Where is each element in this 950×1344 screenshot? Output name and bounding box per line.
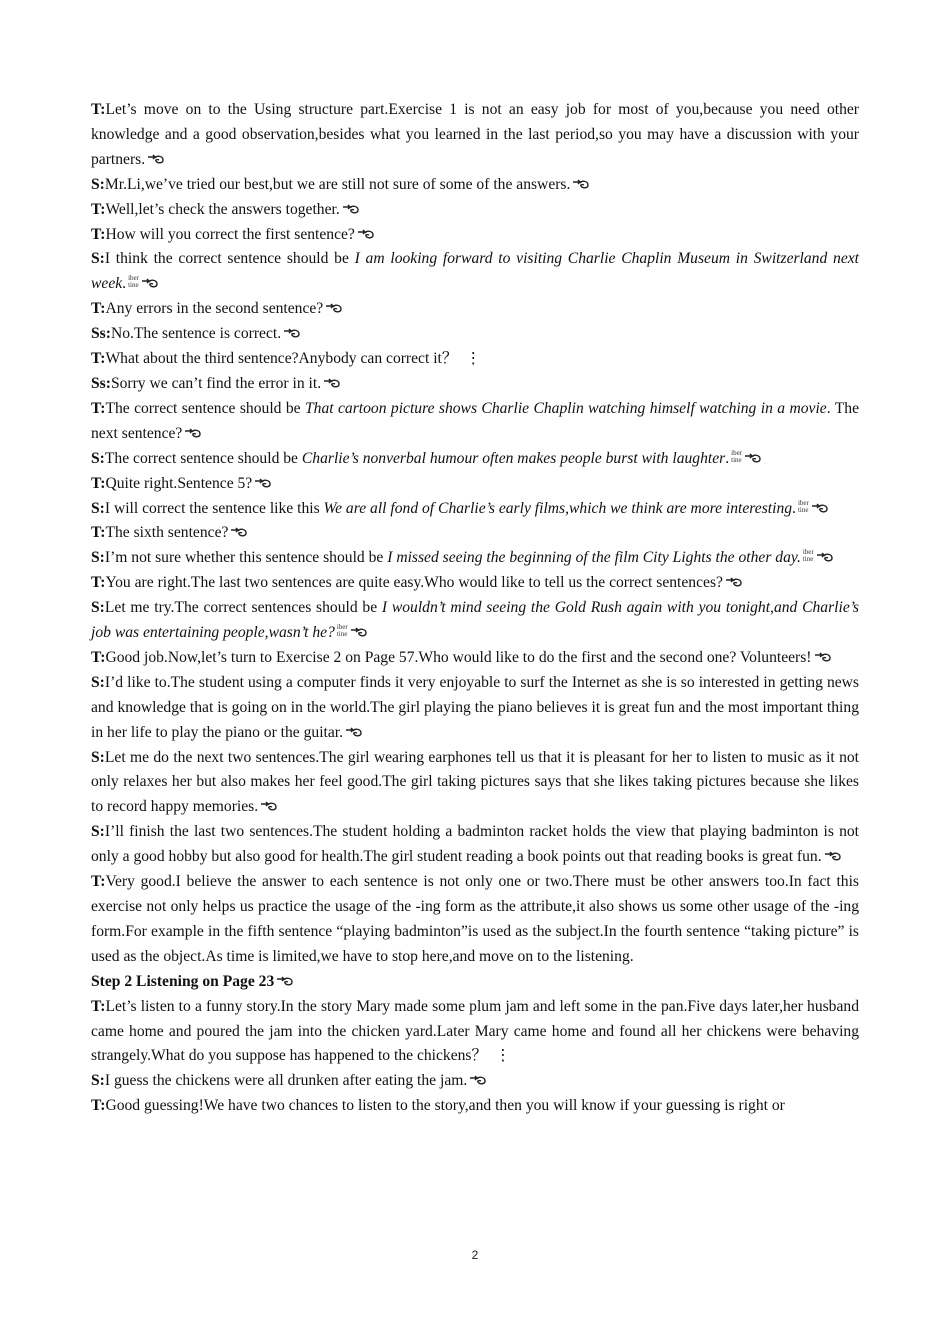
example-sentence: We are all fond of Charlie’s early films,which we think are more interesting <box>323 499 793 517</box>
paragraph-mark-icon <box>260 801 278 812</box>
utterance-text: Let me try.The correct sentences should be <box>104 599 382 617</box>
paragraph-mark-icon <box>254 478 272 489</box>
dialogue-line <box>91 223 859 248</box>
speaker-label: T: <box>91 873 106 891</box>
speaker-label: T: <box>91 399 106 417</box>
paragraph-mark-icon <box>357 229 375 240</box>
paragraph-mark-icon <box>141 278 159 289</box>
dialogue-line <box>91 596 859 646</box>
utterance-text: No.The sentence is correct. <box>110 325 282 343</box>
dialogue-line <box>91 546 859 571</box>
utterance-text: Mr.Li,we’ve tried our best,but we are still not sure of some of the answers. <box>104 175 571 193</box>
speaker-label: T: <box>91 200 106 218</box>
speaker-label: Ss: <box>91 325 111 343</box>
speaker-label: T: <box>91 225 106 243</box>
utterance-text: How will you correct the first sentence? <box>105 225 355 243</box>
paragraph-mark-icon <box>469 1075 487 1086</box>
speaker-label: S: <box>91 250 105 268</box>
line-break-marker: iber tine <box>128 274 139 290</box>
speaker-label: S: <box>91 823 105 841</box>
example-sentence: I am looking forward to visiting Charlie Chaplin Museum in Switzerland next week <box>91 250 859 293</box>
dialogue-line <box>91 322 859 347</box>
utterance-text: Good guessing!We have two chances to listen to the story,and then you will know if your guessing is right or <box>105 1097 785 1115</box>
paragraph-mark-icon <box>744 453 762 464</box>
dialogue-line <box>91 995 859 1070</box>
paragraph-mark-icon <box>325 303 343 314</box>
utterance-text: Very good.I believe the answer to each sentence is not only one or two.There must be other answers too.In fact this exercise not only helps us practice the usage of the -ing form as the attribute,it also shows us some other usage of the -ing form.For example in the fifth sentence “playing badminton”is used as the subject.In the fourth sentence “taking picture” is used as the object.As time is limited,we have to stop here,and move on to the listening. <box>91 873 859 965</box>
vertical-ellipsis-icon: ⋮ <box>495 1047 511 1065</box>
utterance-text: Let’s listen to a funny story.In the story Mary made some plum jam and left some in the pan.Five days later,her husband came home and poured the jam into the chicken yard.Later Mary came home and found all her chickens were behaving strangely.What do you suppose has happened to the chickens？ <box>91 997 859 1065</box>
utterance-text: Well,let’s check the answers together. <box>105 200 340 218</box>
dialogue-line <box>91 521 859 546</box>
paragraph-mark-icon <box>350 627 368 638</box>
utterance-text: I’d like to.The student using a computer finds it very enjoyable to surf the Internet as she is so interested in getting news and knowledge that is going on in the world.The girl playing the piano believes it is great fun and the most important thing in her life to play the piano or the guitar. <box>91 673 859 741</box>
utterance-text: What about the third sentence?Anybody can correct it？ <box>105 350 458 368</box>
utterance-text: The correct sentence should be <box>105 399 305 417</box>
speaker-label: T: <box>91 350 106 368</box>
speaker-label: T: <box>91 1097 106 1115</box>
line-break-marker: iber tine <box>797 498 809 514</box>
utterance-text: . <box>725 449 730 467</box>
lesson-transcript <box>91 98 859 1119</box>
utterance-text: Let me do the next two sentences.The girl wearing earphones tell us that it is pleasant for her to listen to music as it not only relaxes her but also makes her feel good.The girl taking pictures says that she likes taking pictures because she likes to record happy memories. <box>91 748 859 816</box>
dialogue-line <box>91 1069 859 1094</box>
dialogue-line <box>91 297 859 322</box>
utterance-text: I think the correct sentence should be <box>104 250 355 268</box>
vertical-ellipsis-icon: ⋮ <box>465 350 482 368</box>
dialogue-line <box>91 870 859 970</box>
example-sentence: I wouldn’t mind seeing the Gold Rush again with you tonight,and Charlie’s job was entertaining people,wasn’t he? <box>91 599 860 642</box>
dialogue-line <box>91 98 859 173</box>
paragraph-mark-icon <box>184 428 202 439</box>
speaker-label: T: <box>91 574 106 592</box>
speaker-label: T: <box>91 648 106 666</box>
dialogue-line <box>91 472 859 497</box>
dialogue-line <box>91 646 859 671</box>
dialogue-line <box>91 671 859 746</box>
speaker-label: S: <box>91 549 105 567</box>
utterance-text: Good job.Now,let’s turn to Exercise 2 on Page 57.Who would like to do the first and the second one? Volunteers! <box>105 648 812 666</box>
speaker-label: S: <box>91 599 105 617</box>
utterance-text: Any errors in the second sentence? <box>105 300 324 318</box>
utterance-text: . The next sentence? <box>91 399 859 442</box>
utterance-text: Let’s move on to the Using structure part.Exercise 1 is not an easy job for most of you,because you need other knowledge and a good observation,besides what you learned in the last period,so you may have a discussion with your partners. <box>91 101 859 168</box>
dialogue-line <box>91 173 859 198</box>
dialogue-line <box>91 247 859 297</box>
dialogue-line <box>91 397 859 447</box>
paragraph-mark-icon <box>276 976 294 987</box>
utterance-text: I’m not sure whether this sentence should be <box>104 549 388 567</box>
speaker-label: S: <box>91 748 105 766</box>
dialogue-line <box>91 447 859 472</box>
paragraph-mark-icon <box>230 527 248 538</box>
utterance-text: You are right.The last two sentences are quite easy.Who would like to tell us the correct sentences? <box>105 574 723 592</box>
dialogue-line <box>91 347 859 372</box>
paragraph-mark-icon <box>147 154 165 165</box>
line-break-marker: iber tine <box>802 548 814 564</box>
utterance-text: The sixth sentence? <box>105 524 229 542</box>
dialogue-line <box>91 746 859 821</box>
utterance-text: Sorry we can’t find the error in it. <box>110 374 322 392</box>
paragraph-mark-icon <box>814 652 832 663</box>
paragraph-mark-icon <box>572 179 590 190</box>
dialogue-line <box>91 571 859 596</box>
dialogue-line <box>91 372 859 397</box>
utterance-text: . <box>122 275 127 293</box>
utterance-text: I will correct the sentence like this <box>104 499 324 517</box>
speaker-label: S: <box>91 175 105 193</box>
speaker-label: T: <box>91 474 106 492</box>
paragraph-mark-icon <box>811 503 829 514</box>
speaker-label: T: <box>91 300 106 318</box>
speaker-label: Ss: <box>91 374 111 392</box>
example-sentence: Charlie’s nonverbal humour often makes people burst with laughter <box>301 449 726 467</box>
speaker-label: S: <box>91 449 105 467</box>
paragraph-mark-icon <box>342 204 360 215</box>
dialogue-line <box>91 1094 859 1119</box>
speaker-label: S: <box>91 673 105 691</box>
speaker-label: T: <box>91 524 106 542</box>
speaker-label: T: <box>91 101 106 118</box>
line-break-marker: iber tine <box>336 623 348 639</box>
utterance-text: The correct sentence should be <box>104 449 302 467</box>
utterance-text: I guess the chickens were all drunken after eating the jam. <box>104 1072 468 1090</box>
dialogue-line <box>91 198 859 223</box>
paragraph-mark-icon <box>323 378 341 389</box>
dialogue-line <box>91 497 859 522</box>
line-break-marker: iber tine <box>731 448 743 464</box>
paragraph-mark-icon <box>816 552 834 563</box>
page-number: 2 <box>471 1248 479 1262</box>
speaker-label: S: <box>91 499 105 517</box>
paragraph-mark-icon <box>283 328 301 339</box>
paragraph-mark-icon <box>824 851 842 862</box>
speaker-label: S: <box>91 1072 105 1090</box>
paragraph-mark-icon <box>345 727 363 738</box>
utterance-text: I’ll finish the last two sentences.The student holding a badminton racket holds the view that playing badminton is not only a good hobby but also good for health.The girl student reading a book points out that reading books is great fun. <box>91 823 859 866</box>
speaker-label: T: <box>91 997 106 1015</box>
paragraph-mark-icon <box>725 577 743 588</box>
utterance-text: . <box>792 499 796 517</box>
utterance-text: Quite right.Sentence 5? <box>105 474 253 492</box>
dialogue-line <box>91 820 859 870</box>
section-heading <box>91 970 859 995</box>
example-sentence: That cartoon picture shows Charlie Chaplin watching himself watching in a movie <box>304 399 827 417</box>
example-sentence: I missed seeing the beginning of the film City Lights the other day. <box>387 549 801 567</box>
step-heading-text: Step 2 Listening on Page 23 <box>91 972 275 990</box>
